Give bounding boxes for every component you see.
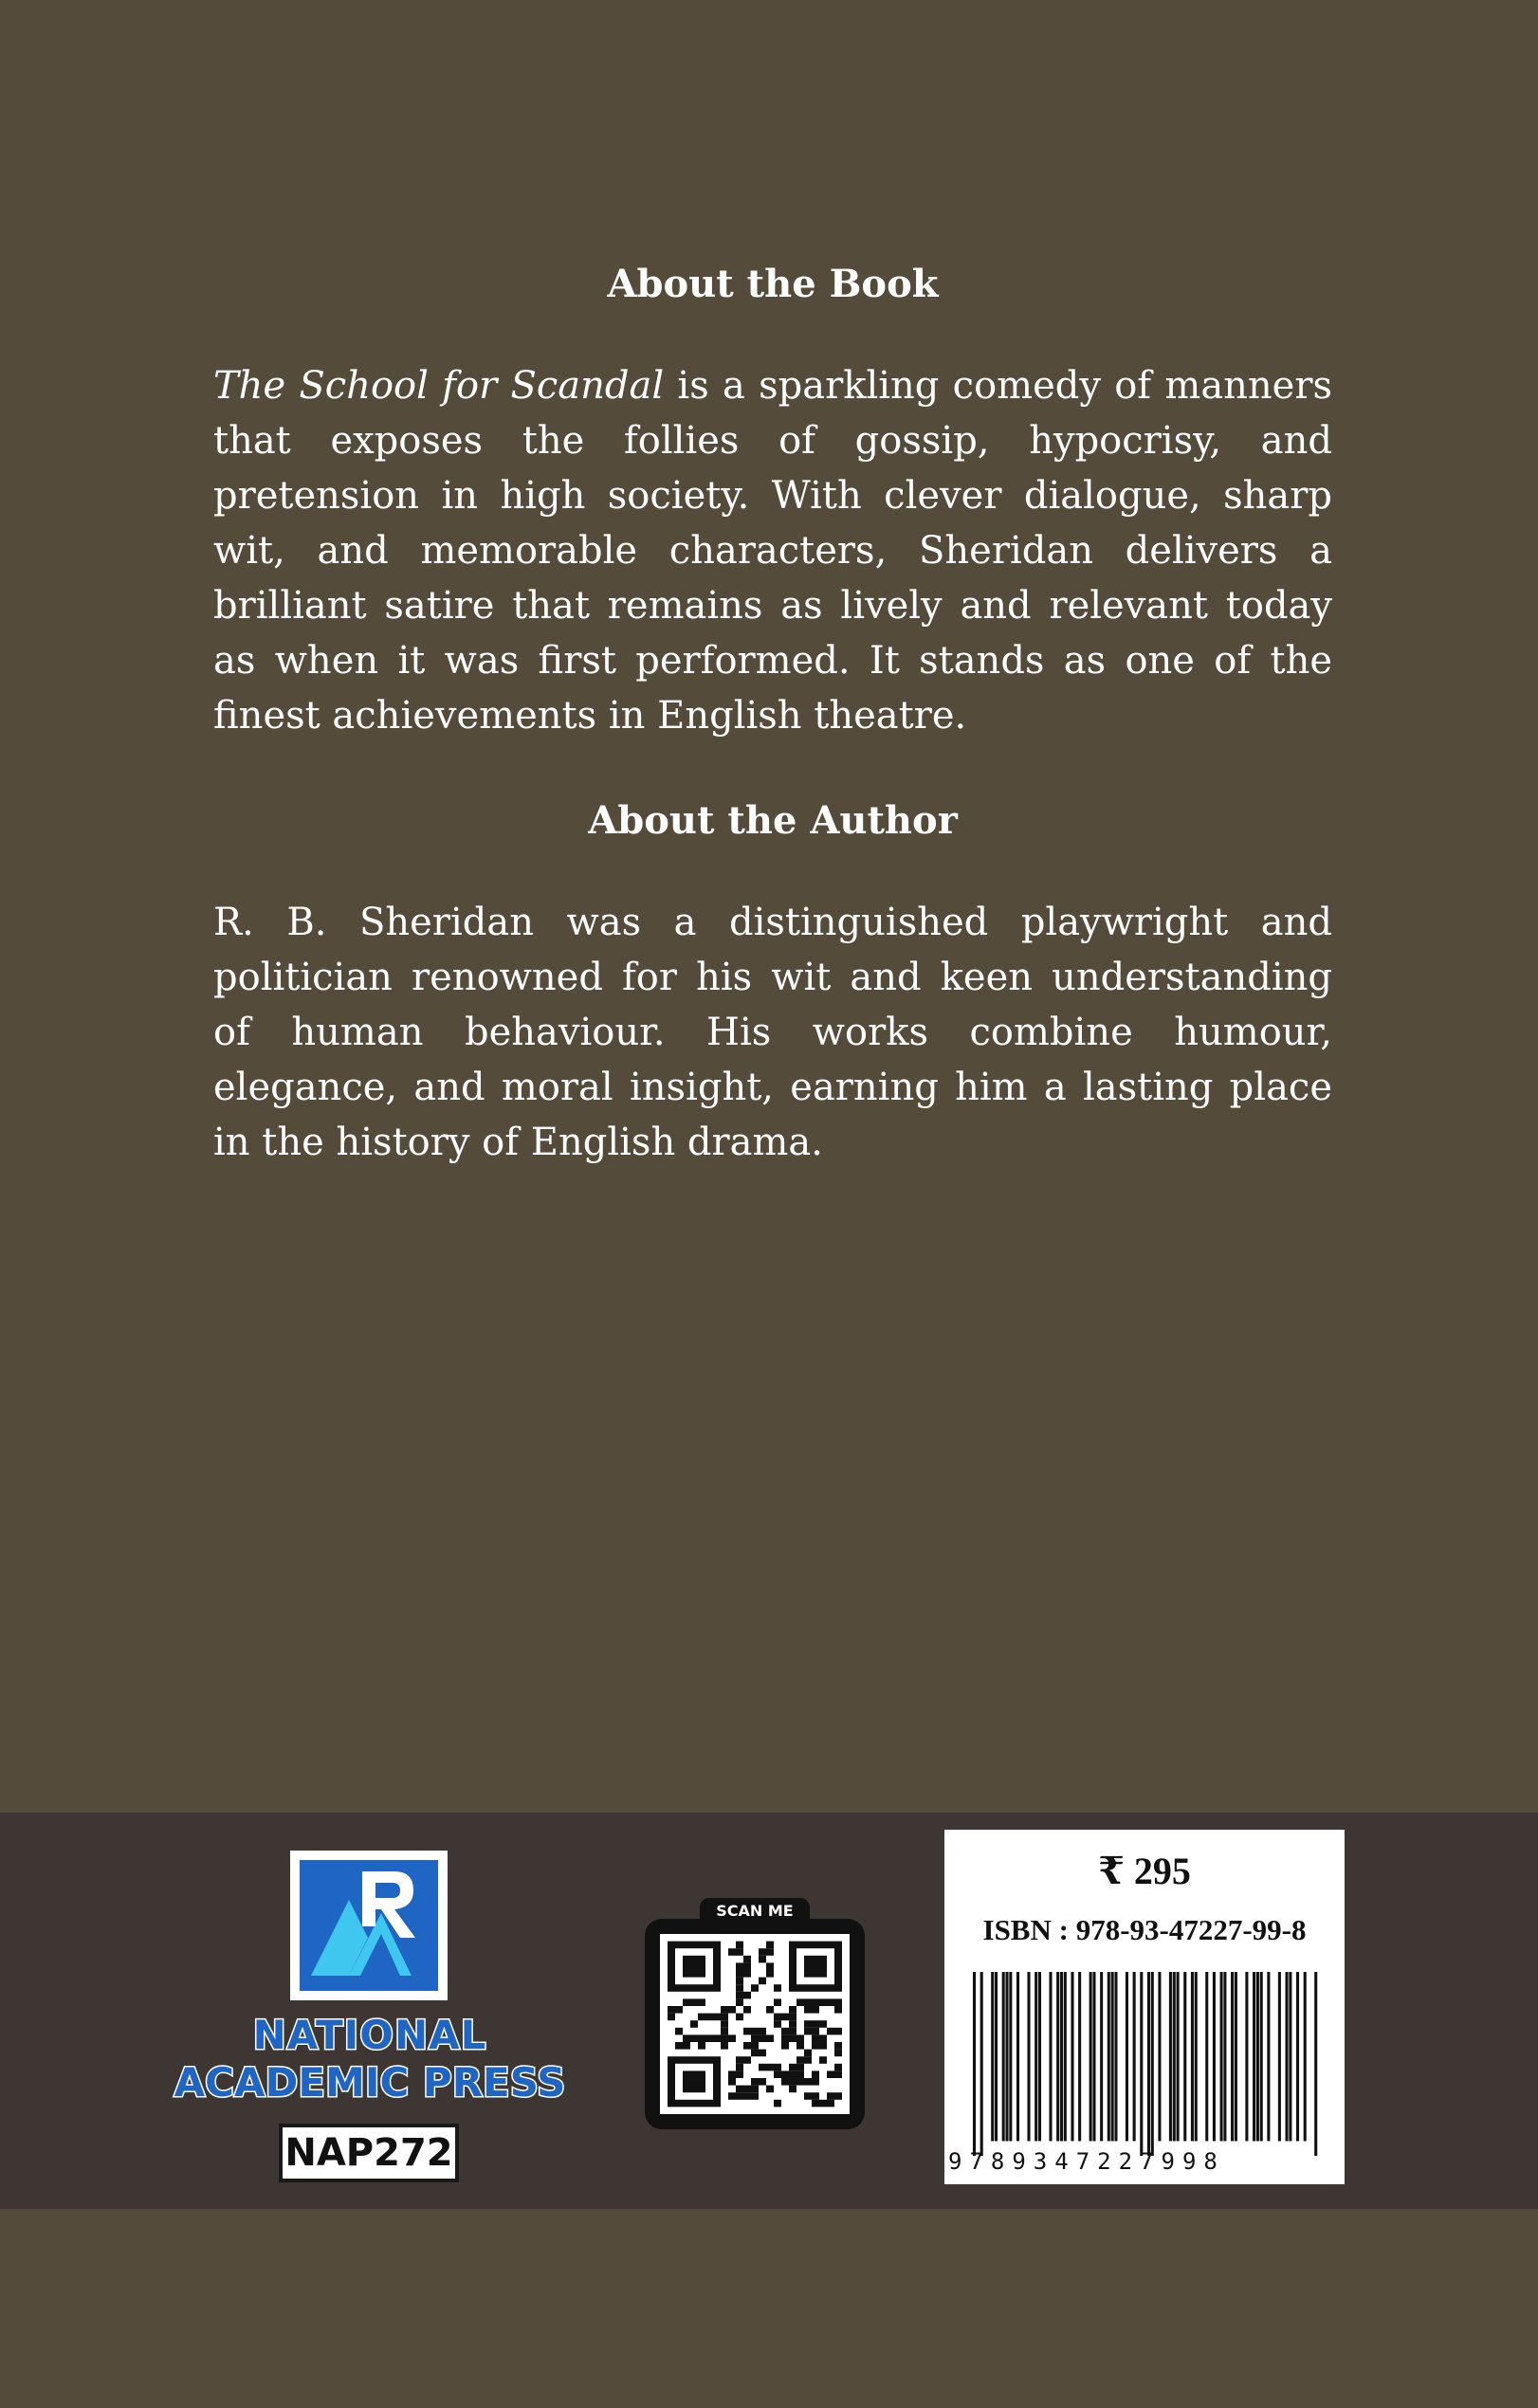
publisher-name-line1: NATIONAL: [252, 2012, 487, 2058]
qr-frame: [645, 1919, 865, 2129]
publisher-code: NAP272: [279, 2124, 459, 2182]
isbn: ISBN : 978-93-47227-99-8: [982, 1913, 1307, 1946]
barcode-digits: 9789347227998: [948, 2148, 1225, 2175]
about-book-heading: About the Book: [607, 262, 939, 306]
price: ₹ 295: [1098, 1850, 1191, 1892]
qr-code-icon: [660, 1934, 850, 2114]
about-author-heading: About the Author: [588, 798, 958, 843]
about-book-paragraph: [213, 358, 1332, 743]
book-title-italic: The School for Scandal: [213, 364, 665, 408]
about-book-text: is a sparkling comedy of manners that exposes the follies of gossip, hypocrisy, and pretension in high society. With clever dialogue, sharp wit, and memorable characters, Sheridan delivers a brilliant satire that remains as lively and relevant today as when it was first performed. It stands as one of the finest achievements in English theatre.: [213, 364, 1333, 738]
barcode-label: [944, 1830, 1345, 2184]
nap-logo-icon: [290, 1851, 448, 2000]
publisher-name-line2: ACADEMIC PRESS: [174, 2059, 566, 2106]
qr-code-block[interactable]: [645, 1898, 865, 2129]
back-cover-text: [213, 256, 1332, 1219]
barcode-icon: [973, 1972, 1318, 2156]
scan-me-label: SCAN ME: [700, 1898, 810, 1925]
about-author-paragraph: R. B. Sheridan was a distinguished playwright and politician renowned for his wit and keen understanding of human behaviour. His works combine humour, elegance, and moral insight, earning him a lasting place in the history of English drama.: [213, 901, 1332, 1164]
publisher-name: [171, 2012, 569, 2107]
